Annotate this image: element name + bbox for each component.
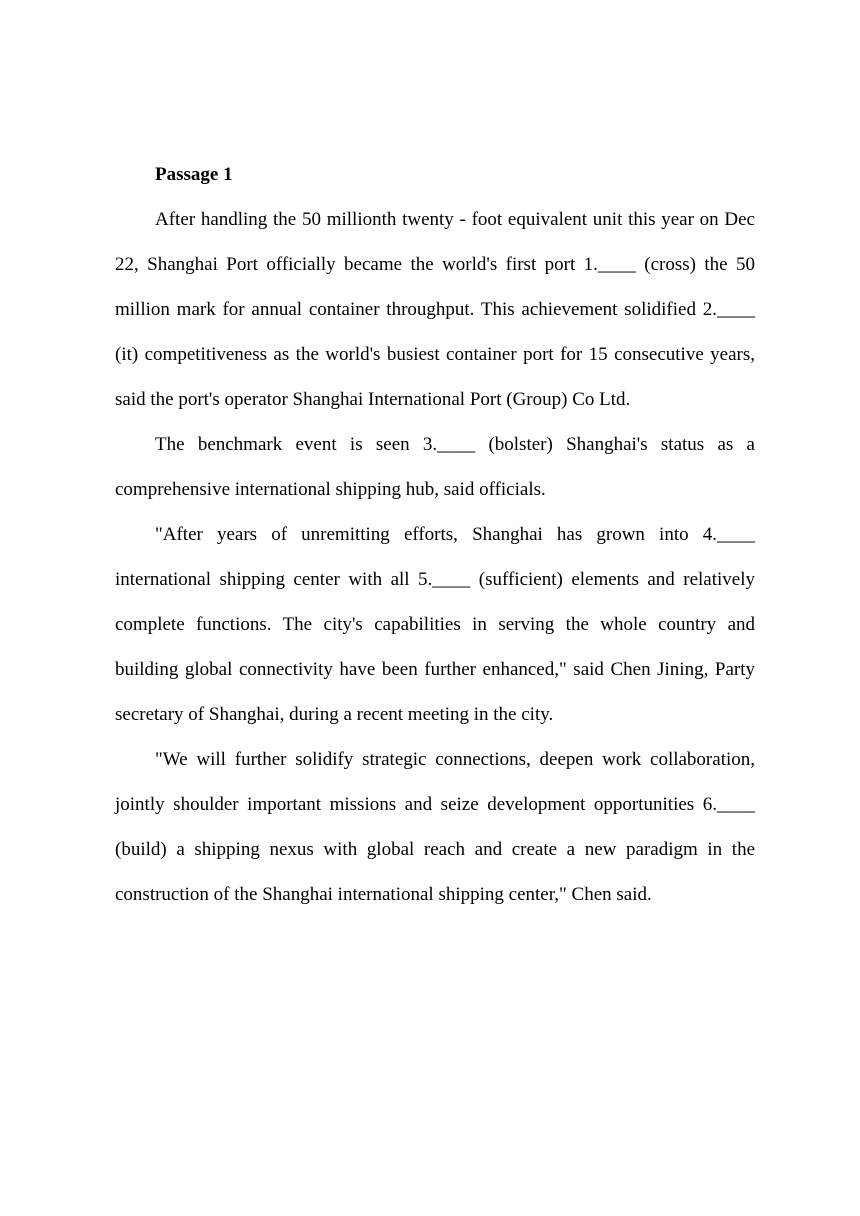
passage-heading: Passage 1 [155,164,233,185]
paragraph-1: After handling the 50 millionth twenty - foot equivalent unit this year on Dec 22, Shanghai Port officially became the world's first port 1.____ (cross) the 50 million mark for annual container throughput. This achievement solidified 2.____ (it) competitiveness as the world's busiest container port for 15 consecutive years, said the port's operator Shanghai International Port (Group) Co Ltd. [115,209,755,410]
paragraph-3: "After years of unremitting efforts, Shanghai has grown into 4.____ international shipping center with all 5.____ (sufficient) elements and relatively complete functions. The city's capabilities in serving the whole country and building global connectivity have been further enhanced," said Chen Jining, Party secretary of Shanghai, during a recent meeting in the city. [115,524,755,725]
paragraph-2: The benchmark event is seen 3.____ (bolster) Shanghai's status as a comprehensive international shipping hub, said officials. [115,434,755,500]
paragraph-4: "We will further solidify strategic connections, deepen work collaboration, jointly shoulder important missions and seize development opportunities 6.____ (build) a shipping nexus with global reach and create a new paradigm in the construction of the Shanghai international shipping center," Chen said. [115,749,755,905]
document-page [115,152,755,917]
